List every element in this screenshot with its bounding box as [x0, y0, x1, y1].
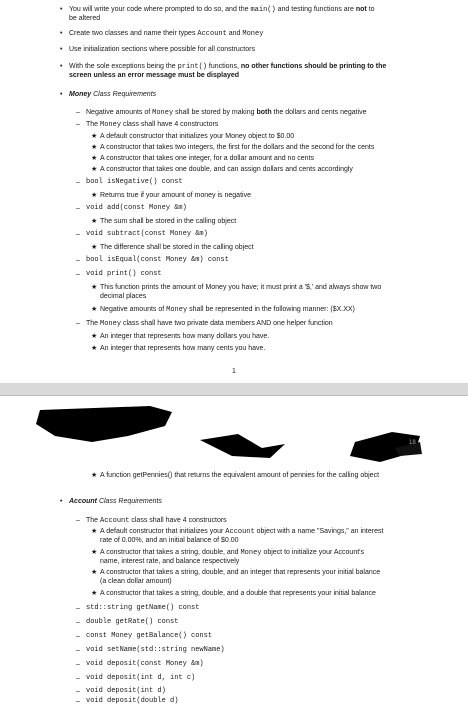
text: With the sole exceptions being the: [69, 63, 178, 70]
star-marker: ★: [91, 244, 98, 251]
bullet-dot: •: [60, 6, 63, 13]
star-marker: ★: [91, 166, 98, 173]
bold-text: not: [355, 6, 367, 13]
sub-requirement: This function prints the amount of Money you have; it must print a '$,' and always show two: [100, 284, 382, 291]
bold-text: no other functions should be printing to the: [240, 63, 387, 70]
sub-requirement: A constructor that takes one integer, for a dollar amount and no cents: [100, 155, 315, 162]
star-marker: ★: [91, 192, 98, 199]
bold-text: screen unless an error message must be displayed: [69, 72, 240, 79]
requirement-line: [86, 120, 218, 130]
sub-requirement: An integer that represents how many dollars you have.: [100, 333, 270, 340]
text: Create two classes and name their types: [69, 30, 198, 37]
text: to: [366, 6, 375, 13]
class-name: Money: [69, 91, 92, 98]
star-marker: ★: [91, 284, 98, 291]
text: The: [86, 320, 101, 327]
bold-text: both: [256, 109, 272, 116]
star-marker: ★: [91, 569, 98, 576]
text: shall be stored by making: [173, 109, 257, 116]
dash-marker: –: [76, 231, 80, 238]
star-marker: ★: [91, 133, 98, 140]
dash-marker: –: [76, 320, 80, 327]
sub-requirement: Returns true if your amount of money is negative: [100, 192, 251, 199]
sub-requirement: A constructor that takes a string, double, and an integer that represents your initial balance: [100, 569, 381, 576]
function-signature: void print() const: [86, 270, 162, 278]
dash-marker: –: [76, 698, 80, 705]
function-signature: bool isNegative() const: [86, 178, 183, 186]
bullet-dot: •: [60, 91, 63, 98]
code-text: Account: [197, 30, 227, 38]
text: A constructor that takes a string, double, and: [100, 549, 241, 556]
code-text: Money: [152, 109, 174, 117]
code-text: Money: [100, 320, 122, 328]
function-signature: std::string getName() const: [86, 604, 200, 612]
text: the dollars and cents negative: [271, 109, 367, 116]
requirement-line: [86, 319, 333, 329]
code-text: Money: [166, 306, 188, 314]
dash-marker: –: [76, 109, 80, 116]
sub-requirement: [100, 305, 355, 315]
function-signature: const Money getBalance() const: [86, 632, 213, 640]
instruction-line-cont: [69, 71, 239, 80]
dash-marker: –: [76, 271, 80, 278]
star-marker: ★: [91, 155, 98, 162]
function-signature: void subtract(const Money &m): [86, 230, 208, 238]
function-signature: void deposit(const Money &m): [86, 660, 204, 668]
function-signature: void deposit(int d): [86, 687, 166, 695]
sub-requirement-cont: rate of 0.00%, and an initial balance of $0.00: [100, 537, 239, 544]
sub-requirement-cont: decimal places: [100, 293, 147, 300]
text: and testing functions are: [275, 6, 356, 13]
sub-requirement: The sum shall be stored in the calling object: [100, 218, 237, 225]
sub-requirement: A constructor that takes one double, and can assign dollars and cents accordingly: [100, 166, 353, 173]
bullet-dot: •: [60, 498, 63, 505]
dash-marker: –: [76, 205, 80, 212]
star-marker: ★: [91, 590, 98, 597]
code-text: print(): [177, 63, 207, 71]
text: class shall have 4 constructors: [121, 121, 219, 128]
requirement-line: [86, 516, 227, 526]
sub-requirement-cont: name, interest rate, and balance respectively: [100, 558, 240, 565]
code-text: Account: [100, 517, 130, 525]
section-heading-account: [69, 497, 162, 506]
dash-marker: –: [76, 661, 80, 668]
star-marker: ★: [91, 333, 98, 340]
star-marker: ★: [91, 144, 98, 151]
dash-marker: –: [76, 619, 80, 626]
code-text: Money: [100, 121, 122, 129]
function-signature: double getRate() const: [86, 618, 179, 626]
page-separator: [0, 383, 468, 395]
sub-requirement: A constructor that takes two integers, the first for the dollars and the second for the cents: [100, 144, 375, 151]
text: Class Requirements: [91, 91, 157, 98]
text: object to initialize your Account's: [261, 549, 365, 556]
bullet-dot: •: [60, 46, 63, 53]
text: Class Requirements: [97, 498, 162, 505]
text: shall be represented in the following manner: ($X.XX): [187, 306, 355, 313]
section-heading-money: [69, 90, 156, 99]
function-signature: void add(const Money &m): [86, 204, 187, 212]
sub-requirement-cont: (a clean dollar amount): [100, 578, 172, 585]
text: class shall have 4 constructors: [129, 517, 227, 524]
dash-marker: –: [76, 647, 80, 654]
page-corner-number: 18: [409, 440, 416, 446]
function-signature: void deposit(int d, int c): [86, 674, 196, 682]
text: object with a name "Savings," an interest: [254, 528, 384, 535]
page-number: 1: [232, 368, 236, 375]
sub-requirement: A default constructor that initializes your Money object to $0.00: [100, 133, 295, 140]
redaction-scribbles: [0, 396, 468, 466]
dash-marker: –: [76, 633, 80, 640]
dash-marker: –: [76, 675, 80, 682]
text: class shall have two private data members AND one helper function: [121, 320, 333, 327]
code-text: Account: [225, 528, 255, 536]
instruction-line: [69, 29, 263, 39]
star-marker: ★: [91, 345, 98, 352]
text: The: [86, 517, 101, 524]
text: functions,: [206, 63, 241, 70]
dash-marker: –: [76, 688, 80, 695]
instruction-line: [69, 5, 375, 15]
dash-marker: –: [76, 179, 80, 186]
function-signature: void deposit(double d): [86, 697, 179, 705]
sub-requirement: The difference shall be stored in the calling object: [100, 244, 254, 251]
document-page-2: [0, 395, 468, 705]
star-marker: ★: [91, 549, 98, 556]
sub-requirement: A function getPennies() that returns the equivalent amount of pennies for the calling object: [100, 472, 380, 479]
bullet-dot: •: [60, 63, 63, 70]
star-marker: ★: [91, 306, 98, 313]
text: Negative amounts of: [86, 109, 153, 116]
bullet-dot: •: [60, 30, 63, 37]
code-text: Money: [240, 549, 262, 557]
sub-requirement: A constructor that takes a string, double, and a double that represents your initial balance: [100, 590, 376, 597]
code-text: main(): [250, 6, 276, 14]
dash-marker: –: [76, 257, 80, 264]
star-marker: ★: [91, 528, 98, 535]
text: The: [86, 121, 101, 128]
class-name: Account: [69, 498, 97, 505]
dash-marker: –: [76, 517, 80, 524]
instruction-line-cont: be altered: [69, 15, 101, 22]
instruction-line: Use initialization sections where possible for all constructors: [69, 46, 255, 53]
star-marker: ★: [91, 472, 98, 479]
requirement-line: [86, 108, 367, 118]
dash-marker: –: [76, 605, 80, 612]
text: A default constructor that initializes your: [100, 528, 226, 535]
function-signature: bool isEqual(const Money &m) const: [86, 256, 229, 264]
dash-marker: –: [76, 121, 80, 128]
text: and: [226, 30, 243, 37]
text: Negative amounts of: [100, 306, 167, 313]
star-marker: ★: [91, 218, 98, 225]
sub-requirement: An integer that represents how many cents you have.: [100, 345, 266, 352]
text: You will write your code where prompted to do so, and the: [69, 6, 251, 13]
code-text: Money: [242, 30, 264, 38]
function-signature: void setName(std::string newName): [86, 646, 225, 654]
